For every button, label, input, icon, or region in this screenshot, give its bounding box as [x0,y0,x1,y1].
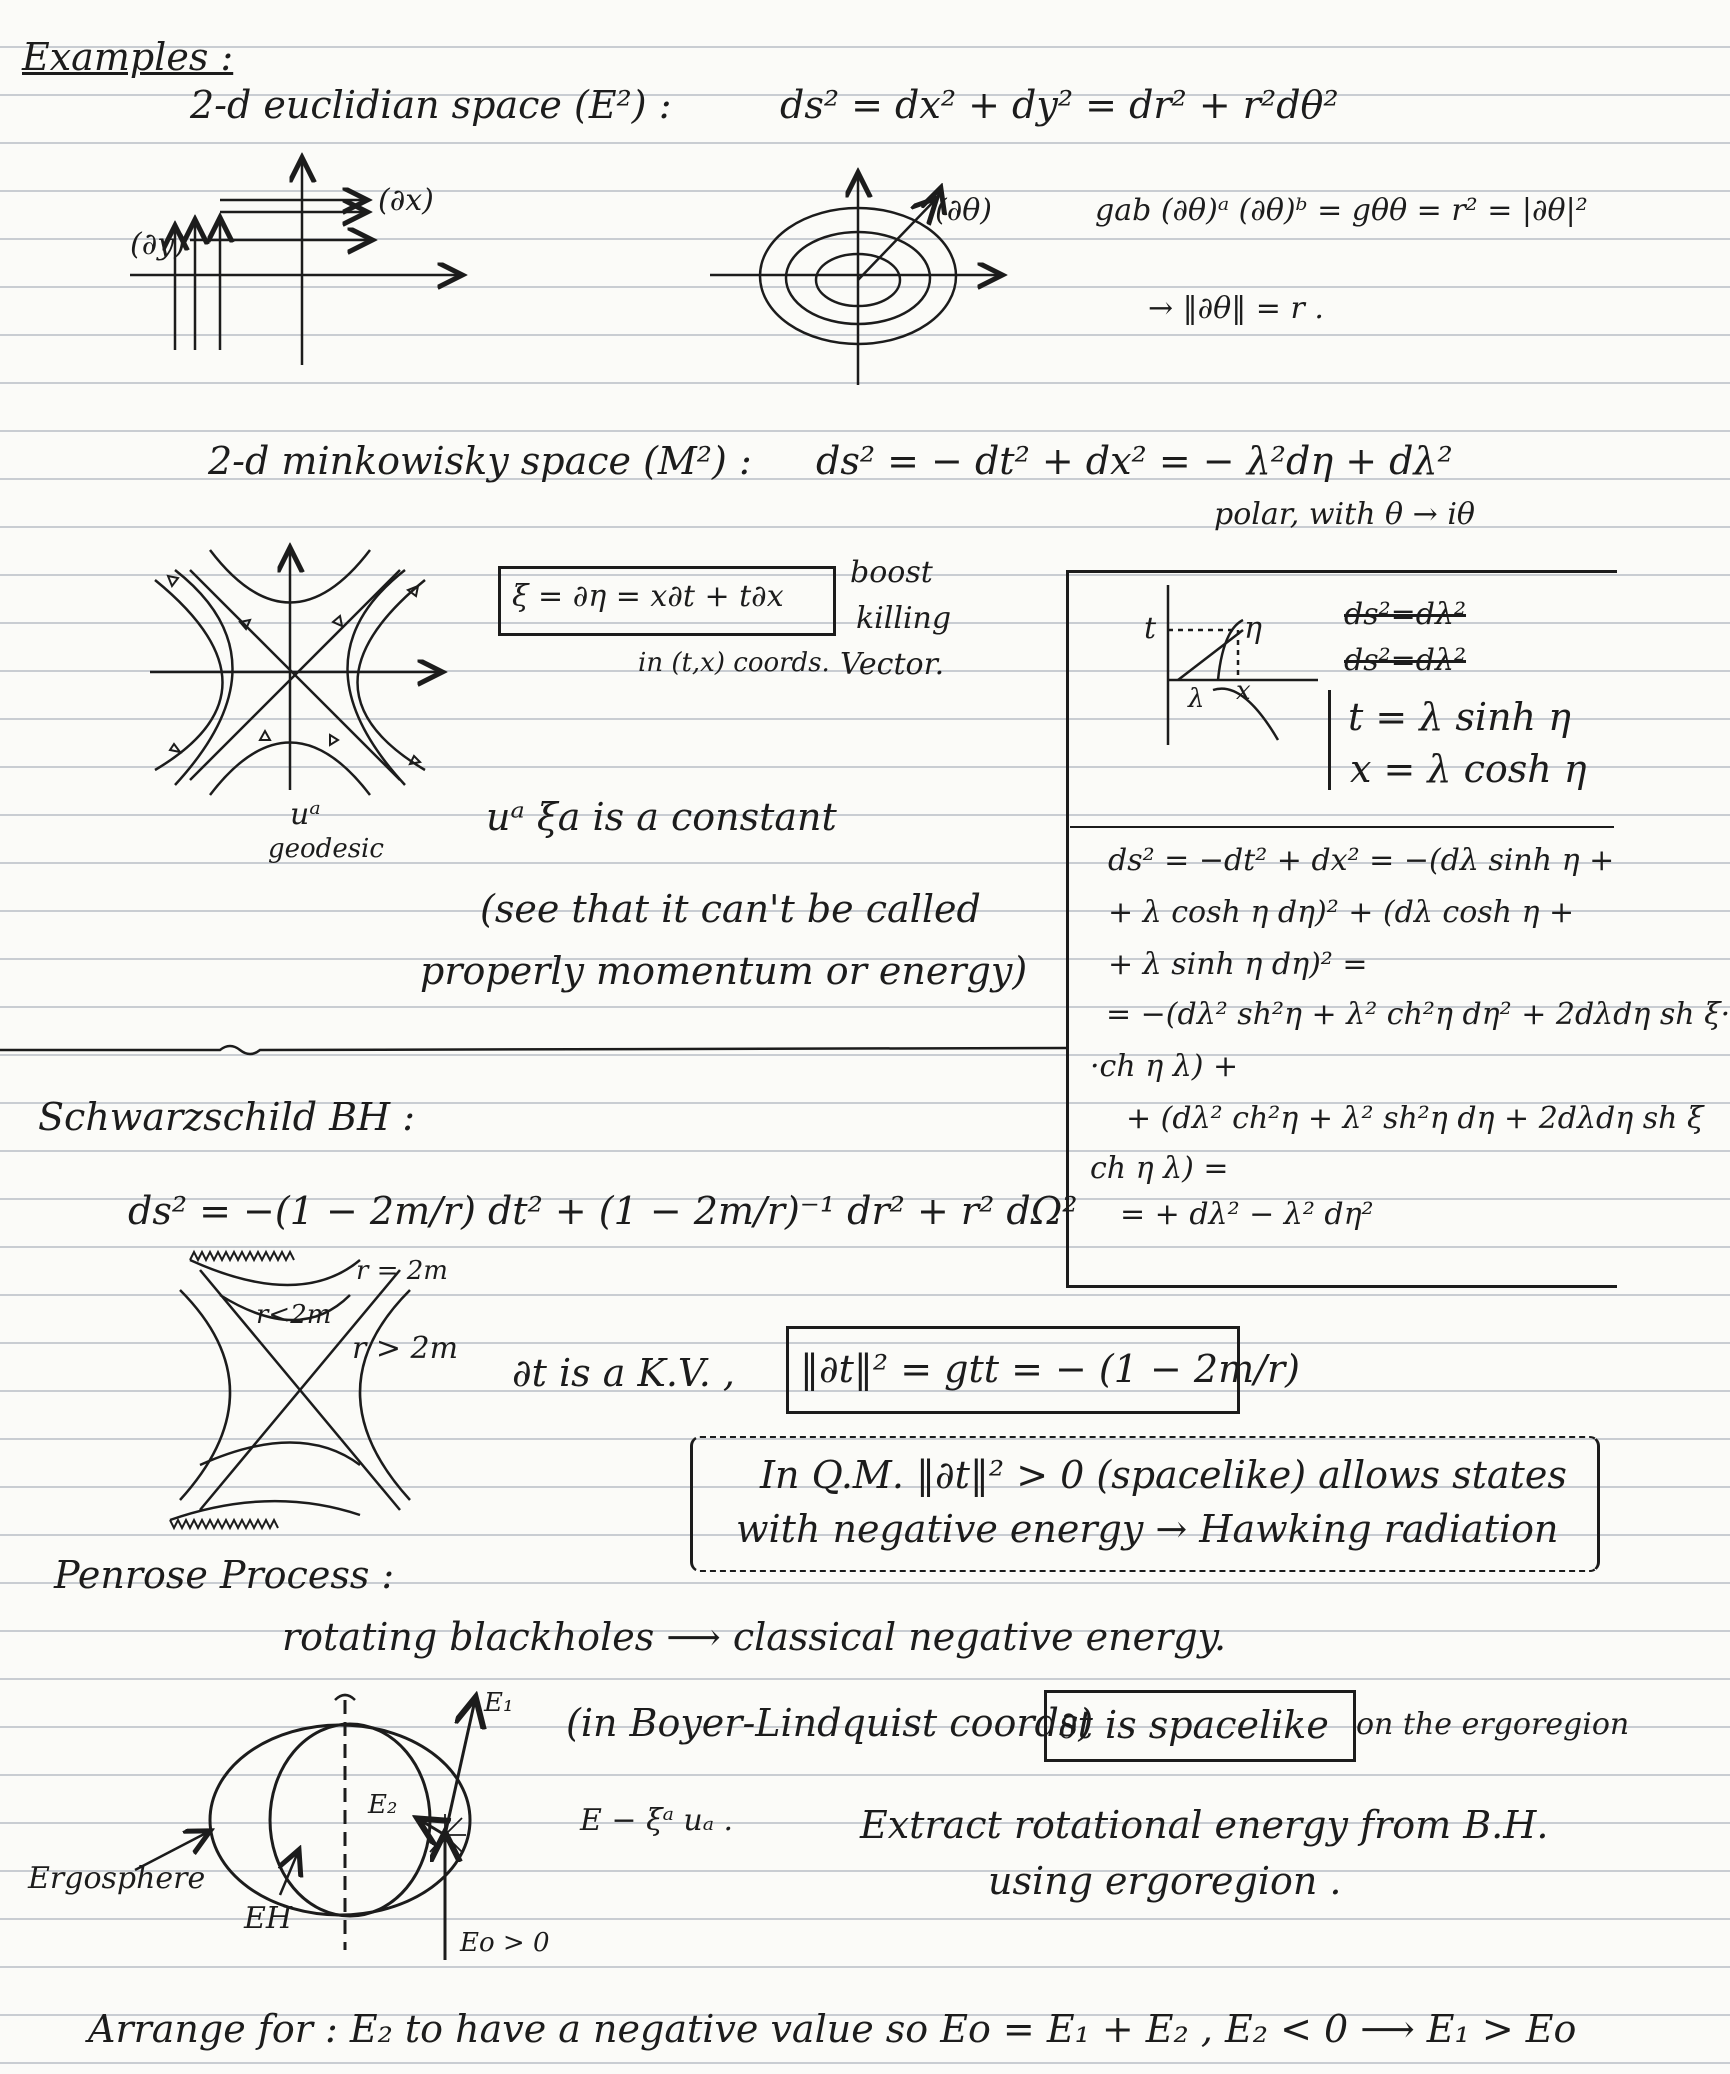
minkowski-boost-diagram [150,550,450,800]
qm-note-line2: with negative energy → Hawking radiation [736,1507,1559,1551]
schwarzschild-title: Schwarzschild BH : [38,1095,416,1139]
deriv-line-8: = + dλ² − λ² dη² [1120,1197,1374,1232]
side-x-equation: x = λ cosh η [1350,747,1587,791]
norm-box-text: ‖∂t‖² = gtt = − (1 − 2m/r) [800,1347,1300,1391]
side-crossed-1: ds²=dλ² [1344,597,1467,632]
label-dx: (∂x) [378,183,434,218]
euclid-title: 2-d euclidian space (E²) : [190,83,672,127]
euclid-norm-result: → ‖∂θ‖ = r . [1148,291,1324,326]
label-eo: Eo > 0 [460,1928,550,1958]
ergoregion-note: on the ergoregion [1356,1707,1630,1742]
boost-label-boost: boost [850,555,933,590]
deriv-line-2: + λ cosh η dη)² + (dλ cosh η + [1108,895,1575,930]
minkowski-metric: ds² = − dt² + dx² = − λ²dη + dλ² [816,439,1453,483]
deriv-line-6: + (dλ² ch²η + λ² sh²η dη + 2dλdη sh ξ [1126,1101,1704,1136]
extract-line2: using ergoregion . [988,1859,1342,1903]
schwarzschild-metric: ds² = −(1 − 2m/r) dt² + (1 − 2m/r)⁻¹ dr² + r² dΩ² [128,1189,1078,1233]
schwarzschild-diagram [160,1250,440,1530]
rindler-coords-diagram [1108,580,1328,750]
side-crossed-2: ds²=dλ² [1344,643,1467,678]
boost-coords: in (t,x) coords. [638,648,830,678]
killing-vector-note: ∂t is a K.V. , [512,1351,735,1395]
polar-note: polar, with θ → iθ [1214,497,1475,532]
deriv-line-5: ·ch η λ) + [1090,1049,1239,1084]
qm-note-line1: In Q.M. ‖∂t‖² > 0 (spacelike) allows states [760,1453,1567,1497]
side-t-equation: t = λ sinh η [1348,695,1571,739]
side-eta: η [1244,611,1262,646]
constant-note: uᵃ ξa is a constant [486,795,837,839]
boost-label-vector: Vector. [840,647,945,682]
side-t-axis: t [1144,611,1157,646]
deriv-line-4: = −(dλ² sh²η + λ² ch²η dη² + 2dλdη sh ξ· [1106,997,1730,1032]
label-r-gt-2m: r > 2m [352,1331,459,1366]
label-r-lt-2m: r<2m [256,1300,332,1330]
euclid-metric: ds² = dx² + dy² = dr² + r²dθ² [780,83,1339,127]
deriv-line-7: ch η λ) = [1090,1151,1229,1186]
label-e1: E₁ [484,1688,514,1718]
energy-definition: E − ξᵃ uₐ . [580,1803,734,1838]
label-eh: EH [244,1901,293,1936]
spacelike-box-text: ∂t is spacelike [1058,1703,1329,1747]
boyer-lindquist-note: (in Boyer-Lindquist coords) [566,1701,1094,1745]
geodesic-label: geodesic [268,834,384,864]
label-ergosphere: Ergosphere [28,1861,206,1896]
side-lambda: λ [1188,684,1205,714]
boost-equation: ξ = ∂η = x∂t + t∂x [512,579,784,614]
deriv-line-3: + λ sinh η dη)² = [1108,947,1368,982]
penrose-title: Penrose Process : [54,1553,395,1597]
arrange-line: Arrange for : E₂ to have a negative value so Eo = E₁ + E₂ , E₂ < 0 ⟶ E₁ > Eo [88,2007,1577,2051]
extract-line1: Extract rotational energy from B.H. [860,1803,1549,1847]
section-separator [0,1036,1070,1066]
paren-note-line1: (see that it can't be called [480,887,981,931]
label-dtheta: (∂θ) [935,193,992,228]
page-heading: Examples : [22,35,234,79]
paren-note-line2: properly momentum or energy) [420,949,1028,993]
rotating-blackholes-line: rotating blackholes ⟶ classical negative energy. [282,1615,1227,1659]
side-eq-bracket [1328,690,1331,790]
boost-label-killing: killing [856,601,952,636]
euclid-norm-equation: gab (∂θ)ᵃ (∂θ)ᵇ = gθθ = r² = |∂θ|² [1095,193,1588,228]
geodesic-ua: uᵃ [290,797,321,832]
deriv-line-1: ds² = −dt² + dx² = −(dλ sinh η + [1108,843,1615,878]
minkowski-title: 2-d minkowisky space (M²) : [208,439,752,483]
label-e2: E₂ [368,1790,398,1820]
side-divider [1070,826,1614,828]
side-x: x [1236,676,1251,706]
label-r-eq-2m: r = 2m [356,1256,448,1286]
label-dy: (∂y) [130,227,186,262]
